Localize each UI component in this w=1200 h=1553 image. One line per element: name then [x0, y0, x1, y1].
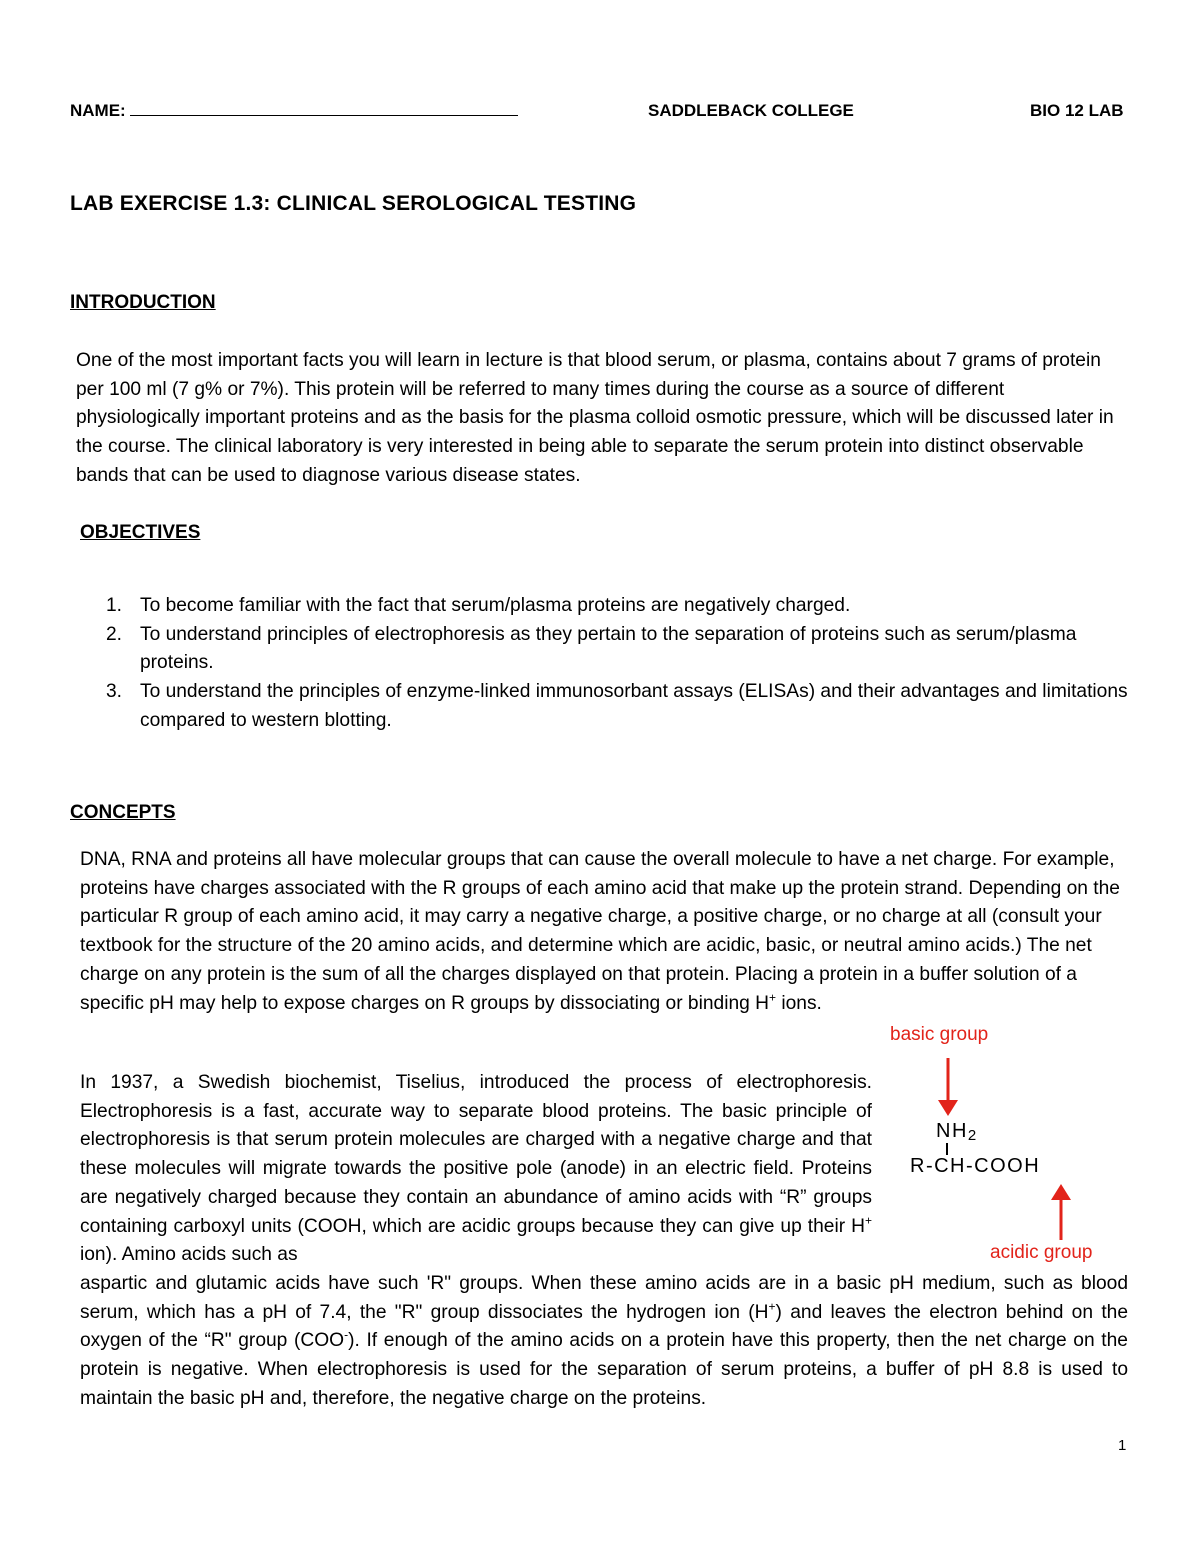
concepts-paragraph-2-bottom	[80, 1270, 1128, 1414]
concepts-p2-d: ) and leaves the electron behind on the oxygen of the “R" group (COO	[80, 1301, 1128, 1352]
objective-number: 3.	[106, 681, 123, 703]
objectives-heading: OBJECTIVES	[80, 522, 201, 543]
course-name: BIO 12 LAB	[1030, 101, 1124, 120]
superscript-plus: +	[768, 1299, 776, 1314]
superscript-plus: +	[864, 1213, 872, 1228]
objective-text: To become familiar with the fact that serum/plasma proteins are negatively charged.	[140, 595, 851, 616]
objective-number: 2.	[106, 623, 123, 645]
page-number: 1	[1118, 1437, 1127, 1454]
name-field	[70, 101, 518, 121]
concepts-p2-b: ion). Amino acids such as	[80, 1244, 298, 1266]
objective-text: To understand principles of electrophoresis as they pertain to the separation of proteins such as serum/plasma proteins.	[140, 623, 1077, 674]
objective-item	[70, 621, 1130, 678]
college-name: SADDLEBACK COLLEGE	[648, 101, 854, 120]
amine-subscript: 2	[967, 1127, 978, 1144]
bond-line	[946, 1143, 948, 1155]
concepts-p2-c: aspartic and glutamic acids have such 'R" groups. When these amino acids are in a basic pH medium, such as blood serum, which has a pH of 7.4, the "R" group dissociates the hydrogen ion (H	[80, 1273, 1128, 1323]
concepts-paragraph-2-top	[80, 1069, 872, 1270]
concepts-heading: CONCEPTS	[70, 802, 176, 823]
name-blank-line	[130, 101, 518, 116]
acidic-group-label: acidic group	[990, 1242, 1093, 1263]
objective-text: To understand the principles of enzyme-linked immunosorbant assays (ELISAs) and their advantages and limitations compared to western blotting.	[140, 681, 1128, 731]
amine-text: NH	[936, 1120, 968, 1142]
amino-acid-backbone: R-CH-COOH	[910, 1155, 1041, 1177]
superscript-plus: +	[769, 990, 777, 1005]
amine-group	[936, 1120, 978, 1143]
concepts-p2-e: ). If enough of the amino acids on a protein have this property, then the net charge on the protein is negative. When electrophoresis is used for the separation of serum proteins, a buffer of pH 8.8 is used to maintain the basic pH and, therefore, the negative charge on the proteins.	[80, 1330, 1128, 1409]
objectives-list	[70, 592, 1130, 736]
name-label: NAME:	[70, 101, 126, 120]
objective-item	[70, 678, 1130, 735]
concepts-paragraph-1	[80, 846, 1128, 1018]
basic-group-arrow	[930, 1056, 970, 1118]
page-title: LAB EXERCISE 1.3: CLINICAL SEROLOGICAL TESTING	[70, 192, 637, 215]
objective-number: 1.	[106, 595, 123, 616]
objective-item	[70, 592, 1130, 621]
acidic-group-arrow	[1040, 1182, 1080, 1242]
superscript-minus: -	[344, 1328, 349, 1343]
concepts-p2-a: In 1937, a Swedish biochemist, Tiselius, introduced the process of electrophoresis. Electrophoresis is a fast, accurate way to separate blood proteins. The basic principle of electrophoresis is that serum protein molecules are charged with a negative charge and that these molecules will migrate towards the positive pole (anode) in an electric field. Proteins are negatively charged because they contain an abundance of amino acids with “R” groups containing carboxyl units (COOH, which are acidic groups because they can give up their H	[80, 1072, 872, 1237]
basic-group-label: basic group	[890, 1024, 989, 1045]
concepts-p1-end: ions.	[776, 992, 822, 1014]
introduction-heading: INTRODUCTION	[70, 292, 216, 313]
concepts-p1-text: DNA, RNA and proteins all have molecular groups that can cause the overall molecule to have a net charge. For example, proteins have charges associated with the R groups of each amino acid that make up the protein strand. Depending on the particular R group of each amino acid, it may carry a negative charge, a positive charge, or no charge at all (consult your textbook for the structure of the 20 amino acids, and determine which are acidic, basic, or neutral amino acids.) The net charge on any protein is the sum of all the charges displayed on that protein. Placing a protein in a buffer solution of a specific pH may help to expose charges on R groups by dissociating or binding H	[80, 849, 1120, 1014]
introduction-text: One of the most important facts you will learn in lecture is that blood serum, or plasma, contains about 7 grams of protein per 100 ml (7 g% or 7%). This protein will be referred to many times during the course as a source of different physiologically important proteins and as the basis for the plasma colloid osmotic pressure, which will be discussed later in the course. The clinical laboratory is very interested in being able to separate the serum protein into distinct observable bands that can be used to diagnose various disease states.	[76, 350, 1114, 486]
